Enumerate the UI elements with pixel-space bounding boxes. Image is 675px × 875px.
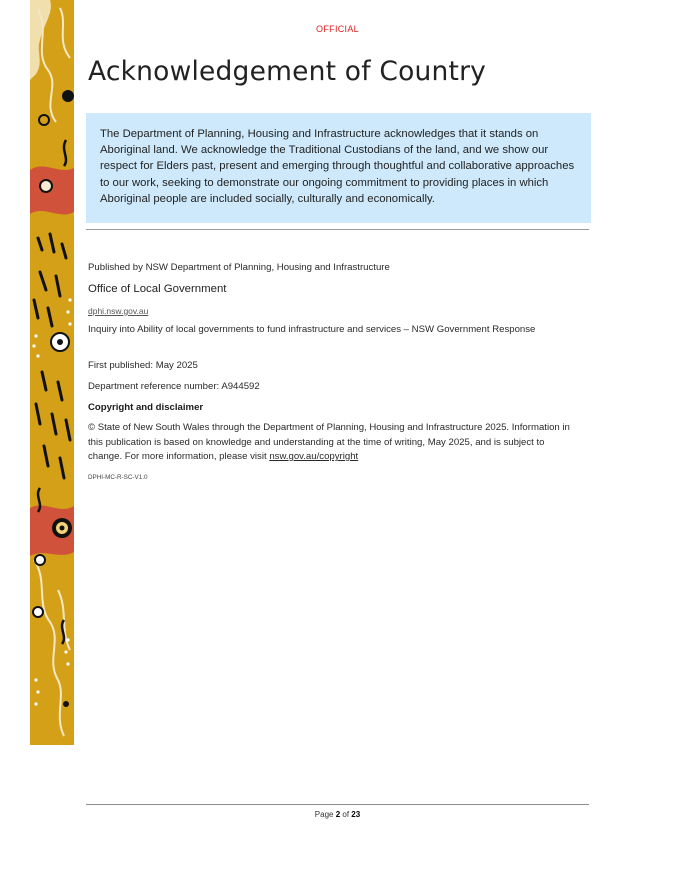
- reference-number: Department reference number: A944592: [88, 381, 260, 392]
- aboriginal-art-pattern: [30, 0, 74, 745]
- page-current: 2: [335, 810, 341, 819]
- copyright-text: © State of New South Wales through the Department of Planning, Housing and Infrastructure 2025. Information in this publication is based on knowledge and understanding at the time of writing, May 2025, and is subject to change. For more information, please visit: [88, 422, 570, 462]
- publisher-line: Published by NSW Department of Planning, Housing and Infrastructure: [88, 262, 390, 273]
- page-separator: of: [342, 810, 350, 819]
- copyright-paragraph: [88, 421, 578, 465]
- website-link[interactable]: dphi.nsw.gov.au: [88, 306, 149, 316]
- classification-label: OFFICIAL: [316, 24, 359, 34]
- acknowledgement-box: [86, 113, 591, 223]
- copyright-link[interactable]: nsw.gov.au/copyright: [269, 451, 359, 462]
- template-code: DPHI-MC-R-SC-V1.0: [88, 474, 148, 481]
- footer-divider: [86, 804, 589, 805]
- document-title: Inquiry into Ability of local governments to fund infrastructure and services – NSW Government Response: [88, 324, 536, 335]
- first-published: First published: May 2025: [88, 360, 198, 371]
- aboriginal-art-strip: [30, 0, 74, 745]
- page-total: 23: [351, 810, 361, 819]
- office-name: Office of Local Government: [88, 283, 227, 295]
- page-title: Acknowledgement of Country: [88, 56, 487, 87]
- section-divider: [86, 229, 589, 230]
- page-prefix: Page: [314, 810, 334, 819]
- copyright-heading: Copyright and disclaimer: [88, 402, 204, 413]
- acknowledgement-text: The Department of Planning, Housing and Infrastructure acknowledges that it stands on Aboriginal land. We acknowledge the Traditional Custodians of the land, and we show our respect for Elders past, present and emerging through thoughtful and collaborative approaches to our work, seeking to demonstrate our ongoing commitment to providing places in which Aboriginal people are included socially, culturally and economically.: [100, 128, 575, 205]
- page-number: [0, 810, 675, 819]
